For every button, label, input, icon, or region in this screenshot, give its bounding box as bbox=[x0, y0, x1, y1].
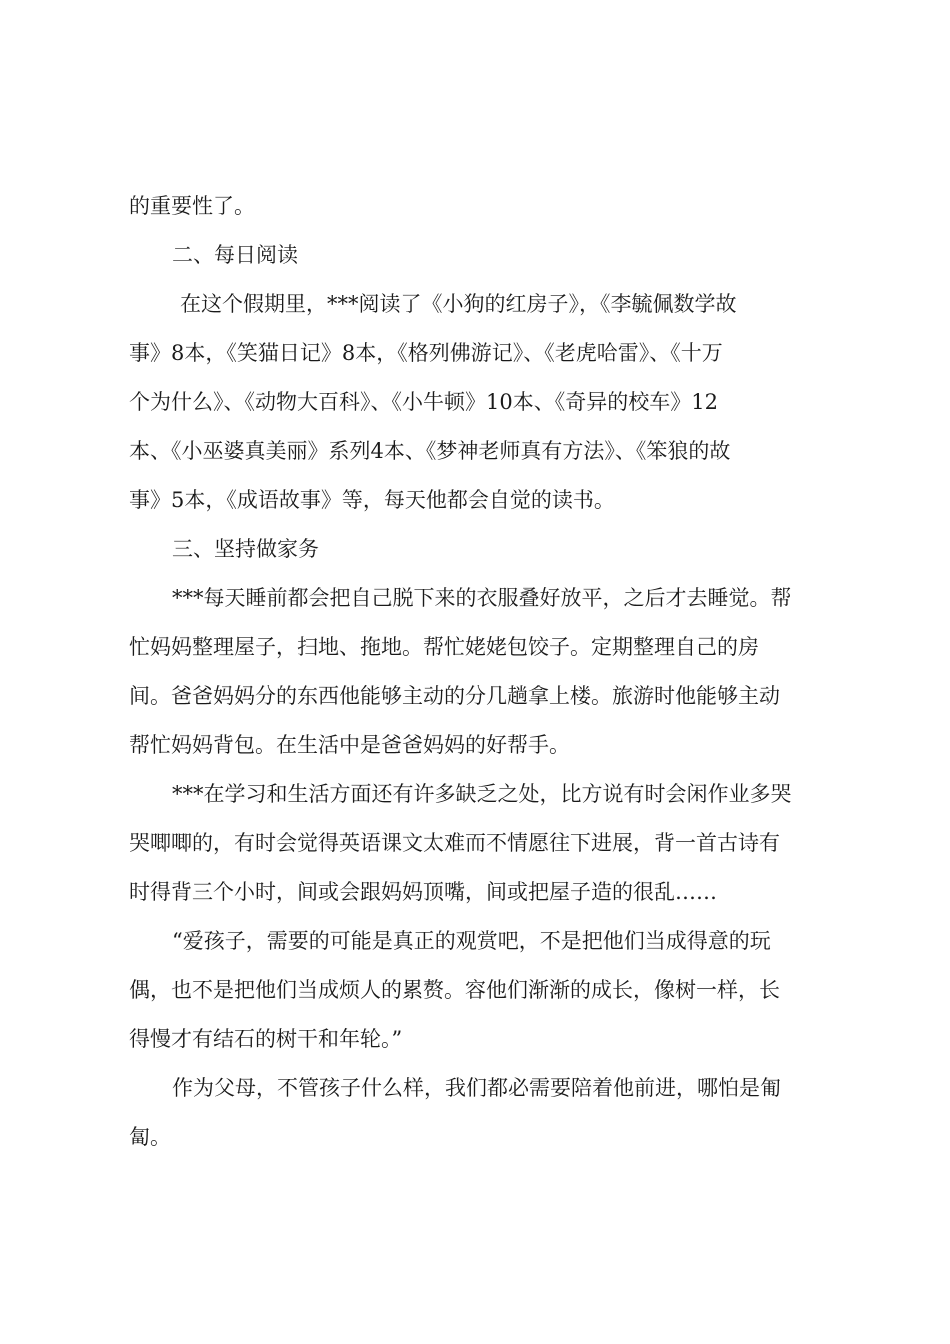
line-text: 三、坚持做家务 bbox=[172, 537, 319, 561]
quote-line bbox=[0, 1019, 950, 1059]
line-text: 得慢才有结石的树干和年轮。” bbox=[129, 1027, 403, 1051]
line-text: ***在学习和生活方面还有许多缺乏之处，比方说有时会闲作业多哭 bbox=[172, 782, 792, 806]
line-text: 的重要性了。 bbox=[129, 194, 255, 218]
line-text: 哭唧唧的，有时会觉得英语课文太难而不情愿往下进展，背一首古诗有 bbox=[129, 831, 780, 855]
text-line bbox=[0, 382, 950, 422]
text-line bbox=[0, 725, 950, 765]
line-text: “爱孩子，需要的可能是真正的观赏吧，不是把他们当成得意的玩 bbox=[172, 929, 771, 953]
text-line bbox=[0, 431, 950, 471]
text-line bbox=[0, 774, 950, 814]
line-text: 事》8本，《笑猫日记》8本，《格列佛游记》、《老虎哈雷》、《十万 bbox=[129, 341, 723, 365]
text-line bbox=[0, 627, 950, 667]
text-line bbox=[0, 186, 950, 226]
line-text: 忙妈妈整理屋子，扫地、拖地。帮忙姥姥包饺子。定期整理自己的房 bbox=[129, 635, 759, 659]
text-line bbox=[0, 284, 950, 324]
text-line bbox=[0, 1068, 950, 1108]
line-text: 个为什么》、《动物大百科》、《小牛顿》10本、《奇异的校车》12 bbox=[129, 390, 718, 414]
section-heading bbox=[0, 235, 950, 275]
line-text: 本、《小巫婆真美丽》系列4本、《梦神老师真有方法》、《笨狼的故 bbox=[129, 439, 731, 463]
line-text: 在这个假期里，***阅读了《小狗的红房子》，《李毓佩数学故 bbox=[180, 292, 737, 316]
line-text: 间。爸爸妈妈分的东西他能够主动的分几趟拿上楼。旅游时他能够主动 bbox=[129, 684, 780, 708]
line-text: 事》5本，《成语故事》等，每天他都会自觉的读书。 bbox=[129, 488, 615, 512]
line-text: 帮忙妈妈背包。在生活中是爸爸妈妈的好帮手。 bbox=[129, 733, 570, 757]
text-line bbox=[0, 872, 950, 912]
text-line bbox=[0, 823, 950, 863]
text-line bbox=[0, 333, 950, 373]
line-text: ***每天睡前都会把自己脱下来的衣服叠好放平，之后才去睡觉。帮 bbox=[172, 586, 792, 610]
line-text: 匐。 bbox=[129, 1125, 171, 1149]
section-heading bbox=[0, 529, 950, 569]
text-line bbox=[0, 1117, 950, 1157]
line-text: 偶，也不是把他们当成烦人的累赘。容他们渐渐的成长，像树一样，长 bbox=[129, 978, 780, 1002]
line-text: 二、每日阅读 bbox=[172, 243, 298, 267]
line-text: 作为父母，不管孩子什么样，我们都必需要陪着他前进，哪怕是匍 bbox=[172, 1076, 781, 1100]
line-text: 时得背三个小时，间或会跟妈妈顶嘴，间或把屋子造的很乱…… bbox=[129, 880, 717, 904]
text-line bbox=[0, 480, 950, 520]
text-line bbox=[0, 676, 950, 716]
text-line bbox=[0, 578, 950, 618]
quote-line bbox=[0, 970, 950, 1010]
quote-line bbox=[0, 921, 950, 961]
